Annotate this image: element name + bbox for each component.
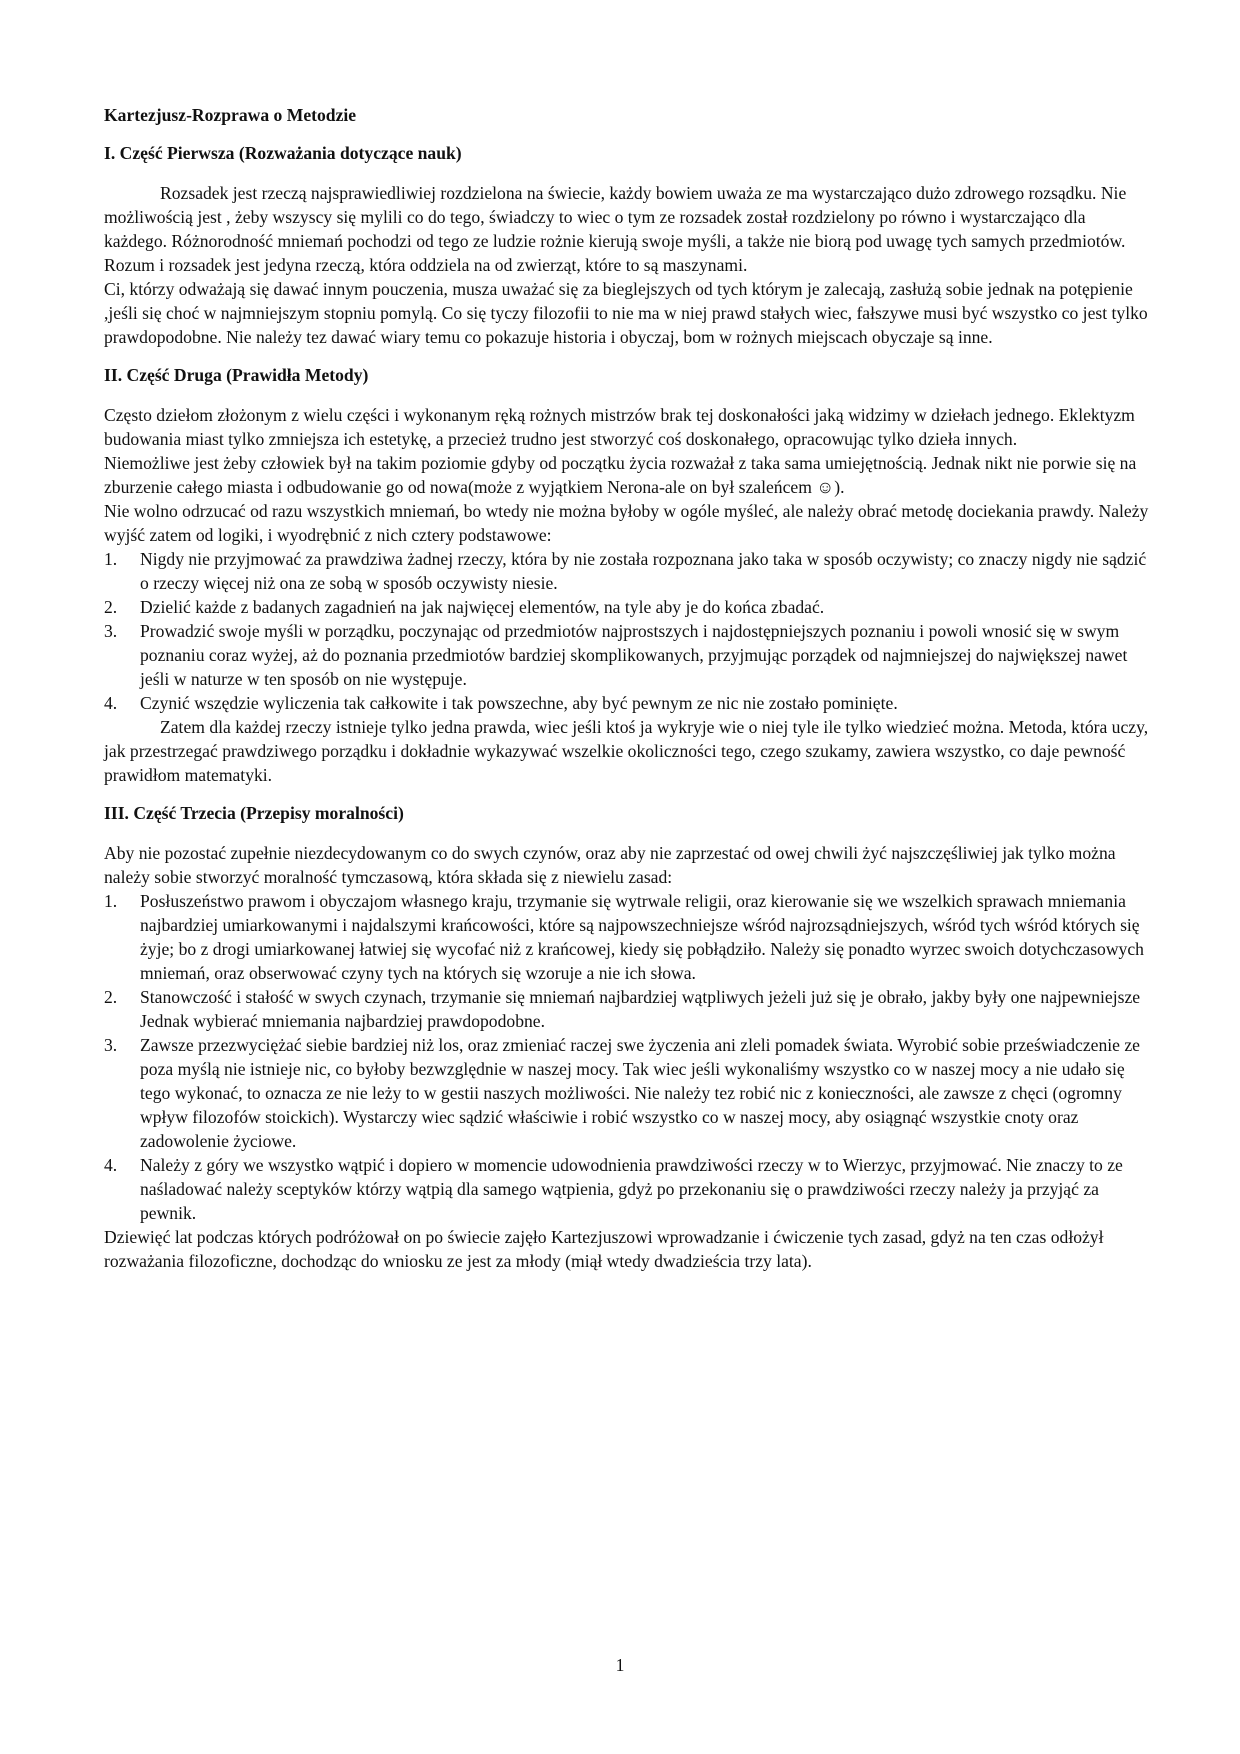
list-item-number: 4. xyxy=(104,693,118,713)
list-item-text: Prowadzić swoje myśli w porządku, poczynając od przedmiotów najprostszych i najdostępniejszych poznaniu i powoli wnosić się w swym poznaniu coraz wyżej, aż do poznania przedmiotów bardziej skomplikowanych, przyjmując porządek od najmniejszej do największej nawet jeśli w naturze w ten sposób on nie występuje. xyxy=(140,621,1128,689)
section-3-paragraph-2: Dziewięć lat podczas których podróżował on po świecie zajęło Kartezjuszowi wprowadzanie i ćwiczenie tych zasad, gdyż na ten czas odłożył rozważania filozoficzne, dochodząc do wniosku ze jest za młody (miął wtedy dwadzieścia trzy lata). xyxy=(104,1227,1104,1271)
list-item-text: Należy z góry we wszystko wątpić i dopiero w momencie udowodnienia prawdziwości rzeczy w to Wierzyc, przyjmować. Nie znaczy to ze naśladować należy sceptyków którzy wątpią dla samego wątpienia, gdyż po przekonaniu się o prawdziwości rzeczy należy ja przyjąć za pewnik. xyxy=(140,1155,1123,1223)
list-item-text: Czynić wszędzie wyliczenia tak całkowite i tak powszechne, aby być pewnym ze nic nie zostało pominięte. xyxy=(140,693,898,713)
list-item-number: 2. xyxy=(104,597,118,617)
list-item-number: 4. xyxy=(104,1155,118,1175)
list-item-text: Nigdy nie przyjmować za prawdziwa żadnej rzeczy, która by nie została rozpoznana jako taka w sposób oczywisty; co znaczy nigdy nie sądzić o rzeczy więcej niż ona ze sobą w sposób oczywisty niesie. xyxy=(140,549,1147,593)
document-page xyxy=(104,103,1150,1273)
list-item xyxy=(104,1153,1150,1225)
list-item xyxy=(104,1033,1150,1153)
method-rules-list xyxy=(104,547,1150,715)
list-item xyxy=(104,889,1150,985)
document-title: Kartezjusz-Rozprawa o Metodzie xyxy=(104,105,357,125)
list-item-text: Posłuszeństwo prawom i obyczajom własnego kraju, trzymanie się wytrwale religii, oraz kierowanie się we wszelkich sprawach mniemania najbardziej umiarkowanymi i najdalszymi krańcowości, które są najpowszechniejsze wśród najrozsądniejszych, wśród tych wśród których się żyje; bo z drogi umiarkowanej łatwiej się wycofać niż z krańcowej, kiedy się pobłądziło. Należy się ponadto wyrzec swoich dotychczasowych mniemań, oraz obserwować czyny tych na których się wzoruje a nie ich słowa. xyxy=(140,891,1144,983)
list-item-text: Zawsze przezwyciężać siebie bardziej niż los, oraz zmieniać raczej swe życzenia ani zleli pomadek świata. Wyrobić sobie przeświadczenie ze poza myślą nie istnieje nic, co byłoby bezwzględnie w naszej mocy. Tak wiec jeśli wykonaliśmy wszystko co w naszej mocy a nie udało się tego wykonać, to oznacza ze nie leży to w gestii naszych możliwości. Nie należy tez robić nic z konieczności, ale zawsze z chęci (ogromny wpływ filozofów stoickich). Wystarczy wiec sądzić właściwie i robić wszystko co w naszej mocy, aby osiągnąć wszystkie cnoty oraz zadowolenie życiowe. xyxy=(140,1035,1140,1151)
section-3-heading: III. Część Trzecia (Przepisy moralności) xyxy=(104,803,404,823)
list-item-number: 2. xyxy=(104,987,118,1007)
list-item xyxy=(104,595,1150,619)
page-number: 1 xyxy=(615,1655,625,1675)
section-2-heading: II. Część Druga (Prawidła Metody) xyxy=(104,365,369,385)
list-item xyxy=(104,985,1150,1033)
list-item xyxy=(104,619,1150,691)
list-item-number: 3. xyxy=(104,1035,118,1055)
moral-rules-list xyxy=(104,889,1150,1225)
list-item xyxy=(104,691,1150,715)
list-item-number: 1. xyxy=(104,549,118,569)
list-item-number: 1. xyxy=(104,891,118,911)
list-item-text: Dzielić każde z badanych zagadnień na jak najwięcej elementów, na tyle aby je do końca zbadać. xyxy=(140,597,825,617)
section-2-paragraph-1: Często dziełom złożonym z wielu części i wykonanym ręką rożnych mistrzów brak tej doskonałości jaką widzimy w dziełach jednego. Eklektyzm budowania miast tylko zmniejsza ich estetykę, a przecież trudno jest stworzyć coś doskonałego, opracowując tylko dzieła innych. xyxy=(104,405,1135,449)
section-1-heading: I. Część Pierwsza (Rozważania dotyczące nauk) xyxy=(104,143,462,163)
section-1-paragraph-1: Rozsadek jest rzeczą najsprawiedliwiej rozdzielona na świecie, każdy bowiem uważa ze ma wystarczająco dużo zdrowego rozsądku. Nie możliwością jest , żeby wszyscy się mylili co do tego, świadczy to wiec o tym ze rozsadek został rozdzielony po równo i wystarczająco dla każdego. Różnorodność mniemań pochodzi od tego ze ludzie rożnie kierują swoje myśli, a także nie biorą pod uwagę tych samych przedmiotów. Rozum i rozsadek jest jedyna rzeczą, która oddziela na od zwierząt, które to są maszynami. xyxy=(104,183,1127,275)
section-2-paragraph-3: Nie wolno odrzucać od razu wszystkich mniemań, bo wtedy nie można byłoby w ogóle myśleć, ale należy obrać metodę dociekania prawdy. Należy wyjść zatem od logiki, i wyodrębnić z nich cztery podstawowe: xyxy=(104,501,1149,545)
section-2-paragraph-2: Niemożliwe jest żeby człowiek był na takim poziomie gdyby od początku życia rozważał z taka sama umiejętnością. Jednak nikt nie porwie się na zburzenie całego miasta i odbudowanie go od nowa(może z wyjątkiem Nerona-ale on był szaleńcem ☺). xyxy=(104,453,1137,497)
section-2-paragraph-4: Zatem dla każdej rzeczy istnieje tylko jedna prawda, wiec jeśli ktoś ja wykryje wie o niej tyle ile tylko wiedzieć można. Metoda, która uczy, jak przestrzegać prawdziwego porządku i dokładnie wykazywać wszelkie okoliczności tego, czego szukamy, zawiera wszystko, co daje pewność prawidłom matematyki. xyxy=(104,717,1149,785)
list-item-text: Stanowczość i stałość w swych czynach, trzymanie się mniemań najbardziej wątpliwych jeżeli już się je obrało, jakby były one najpewniejsze Jednak wybierać mniemania najbardziej prawdopodobne. xyxy=(140,987,1141,1031)
list-item xyxy=(104,547,1150,595)
section-3-paragraph-1: Aby nie pozostać zupełnie niezdecydowanym co do swych czynów, oraz aby nie zaprzestać od owej chwili żyć najszczęśliwiej jak tylko można należy sobie stworzyć moralność tymczasową, która składa się z niewielu zasad: xyxy=(104,843,1116,887)
list-item-number: 3. xyxy=(104,621,118,641)
section-1-paragraph-2: Ci, którzy odważają się dawać innym pouczenia, musza uważać się za bieglejszych od tych którym je zalecają, zasłużą sobie jednak na potępienie ,jeśli się choć w najmniejszym stopniu pomylą. Co się tyczy filozofii to nie ma w niej prawd stałych wiec, fałszywe musi być wszystko co jest tylko prawdopodobne. Nie należy tez dawać wiary temu co pokazuje historia i obyczaj, bom w rożnych miejscach obyczaje są inne. xyxy=(104,279,1148,347)
